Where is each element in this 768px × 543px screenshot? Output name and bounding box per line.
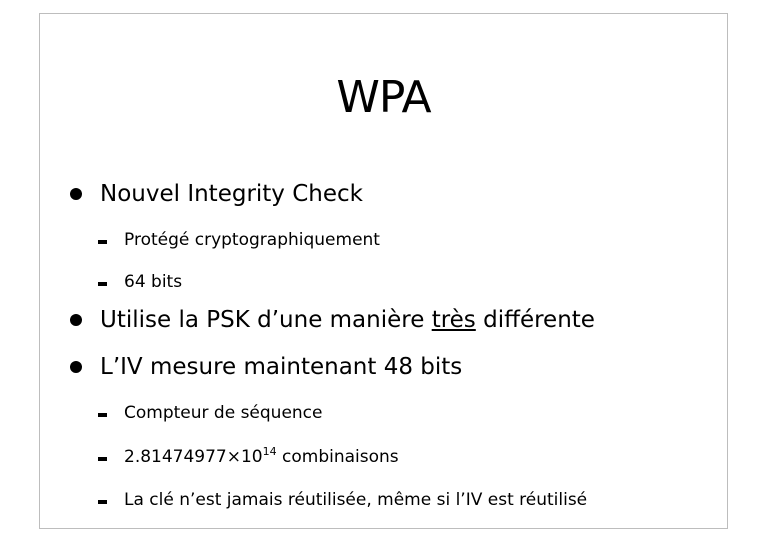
sub-bullet-1-1-text: Protégé cryptographiquement [124,230,380,250]
sub-bullet-3-2-base: 2.81474977×10 [124,447,263,467]
sub-bullet-3-1-text: Compteur de séquence [124,403,323,423]
sub-bullet-3-1 [124,401,323,425]
sub-bullet-dash-icon [98,413,107,417]
sub-bullet-dash-icon [98,500,107,504]
sub-bullet-1-1 [124,228,380,252]
bullet-2-underlined-word: très [431,307,476,333]
bullet-2 [100,305,595,335]
bullet-2-text-before: Utilise la PSK d’une manière [100,307,432,333]
bullet-3 [100,352,462,382]
sub-bullet-dash-icon [98,282,107,286]
sub-bullet-1-2 [124,270,182,294]
slide [39,13,728,529]
bullet-dot-icon [70,314,82,326]
sub-bullet-1-2-text: 64 bits [124,272,183,292]
sub-bullet-3-2-exponent: 14 [262,445,277,458]
sub-bullet-3-3-text: La clé n’est jamais réutilisée, même si l’IV est réutilisé [124,490,588,510]
sub-bullet-dash-icon [98,457,107,461]
bullet-1 [100,179,363,209]
bullet-3-text: L’IV mesure maintenant 48 bits [100,354,463,380]
sub-bullet-3-3 [124,488,587,512]
slide-title: WPA [336,72,431,123]
sub-bullet-3-2-suffix: combinaisons [276,447,399,467]
bullet-1-text: Nouvel Integrity Check [100,181,363,207]
bullet-2-text-after: différente [475,307,595,333]
sub-bullet-dash-icon [98,240,107,244]
sub-bullet-3-2 [124,445,399,469]
bullet-dot-icon [70,361,82,373]
bullet-dot-icon [70,188,82,200]
